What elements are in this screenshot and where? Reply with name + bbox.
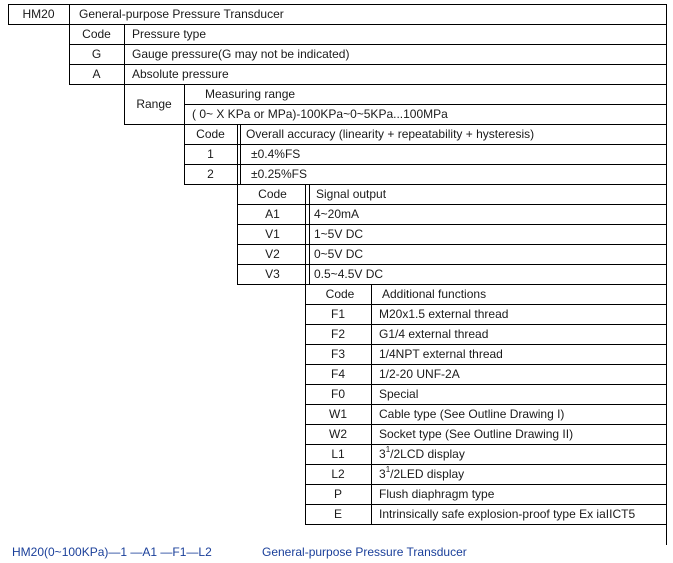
function-label: Flush diaphragm type xyxy=(379,487,495,501)
signal-label: 0~5V DC xyxy=(314,247,364,261)
pressure-type-header: Pressure type xyxy=(132,27,207,41)
function-label: G1/4 external thread xyxy=(379,327,489,341)
accuracy-code: 2 xyxy=(207,167,214,181)
accuracy-code-header: Code xyxy=(196,127,225,141)
row-line xyxy=(305,324,667,325)
model-title: General-purpose Pressure Transducer xyxy=(79,7,284,21)
row-line xyxy=(124,124,667,125)
row-line xyxy=(305,444,667,445)
pressure-label: Gauge pressure(G may not be indicated) xyxy=(132,47,350,61)
pressure-label: Absolute pressure xyxy=(132,67,229,81)
function-code: F1 xyxy=(330,307,345,321)
row-line xyxy=(305,384,667,385)
row-line xyxy=(69,64,667,65)
label-rest: /2LED display xyxy=(390,467,465,481)
col-line xyxy=(240,124,241,185)
label-superscript: 1 xyxy=(385,465,391,474)
signal-code: V1 xyxy=(265,227,280,241)
col-line xyxy=(309,184,310,285)
signal-code-header: Code xyxy=(258,187,287,201)
function-code: W2 xyxy=(329,427,347,441)
row-line xyxy=(305,504,667,505)
function-code: P xyxy=(333,487,342,501)
function-label: Special xyxy=(379,387,419,401)
signal-code: V3 xyxy=(265,267,280,281)
row-line xyxy=(305,304,667,305)
col-line xyxy=(666,4,667,545)
col-line xyxy=(237,124,238,285)
row-line xyxy=(237,244,667,245)
function-label: Socket type (See Outline Drawing II) xyxy=(379,427,574,441)
pressure-code: A xyxy=(92,67,101,81)
label-superscript: 1 xyxy=(385,445,391,454)
function-label: Cable type (See Outline Drawing I) xyxy=(379,407,565,421)
label-prefix: 3 xyxy=(379,447,386,461)
row-line xyxy=(184,144,667,145)
signal-header: Signal output xyxy=(316,187,387,201)
function-code: F2 xyxy=(330,327,345,341)
pressure-code-header: Code xyxy=(82,27,111,41)
accuracy-header: Overall accuracy (linearity + repeatability + hysteresis) xyxy=(246,127,535,141)
function-code: E xyxy=(333,507,342,521)
functions-header: Additional functions xyxy=(382,287,487,301)
function-label xyxy=(379,447,465,461)
row-line xyxy=(305,524,667,525)
row-line xyxy=(8,24,667,25)
function-label xyxy=(379,467,464,481)
row-line xyxy=(305,404,667,405)
accuracy-label: ±0.4%FS xyxy=(251,147,301,161)
row-line xyxy=(237,224,667,225)
col-line xyxy=(371,284,372,525)
row-line xyxy=(305,344,667,345)
row-line xyxy=(305,364,667,365)
row-line xyxy=(184,184,667,185)
row-line xyxy=(237,204,667,205)
row-line xyxy=(305,464,667,465)
row-line xyxy=(237,284,667,285)
accuracy-code: 1 xyxy=(207,147,214,161)
function-code: F3 xyxy=(330,347,345,361)
label-prefix: 3 xyxy=(379,467,386,481)
row-line xyxy=(184,164,667,165)
row-line xyxy=(184,104,667,105)
example-code: HM20(0~100KPa)—1 —A1 —F1—L2 xyxy=(12,545,212,559)
range-value: ( 0~ X KPa or MPa)-100KPa~0~5KPa...100MPa xyxy=(192,107,448,121)
function-label: 1/2-20 UNF-2A xyxy=(379,367,460,381)
function-label: M20x1.5 external thread xyxy=(379,307,509,321)
range-label: Range xyxy=(136,97,172,111)
signal-label: 4~20mA xyxy=(314,207,360,221)
signal-label: 0.5~4.5V DC xyxy=(314,267,384,281)
row-line xyxy=(8,4,667,5)
accuracy-label: ±0.25%FS xyxy=(251,167,307,181)
signal-label: 1~5V DC xyxy=(314,227,364,241)
row-line xyxy=(305,484,667,485)
function-code: F4 xyxy=(330,367,345,381)
range-header: Measuring range xyxy=(205,87,296,101)
signal-code: V2 xyxy=(265,247,280,261)
function-code: W1 xyxy=(329,407,347,421)
function-code: L1 xyxy=(331,447,345,461)
function-label: Intrinsically safe explosion-proof type Ex iaIICT5 xyxy=(379,507,636,521)
label-rest: /2LCD display xyxy=(390,447,465,461)
model-code: HM20 xyxy=(22,7,55,21)
row-line xyxy=(305,424,667,425)
example-description: General-purpose Pressure Transducer xyxy=(262,545,467,559)
functions-code-header: Code xyxy=(325,287,355,301)
function-code: F0 xyxy=(330,387,345,401)
pressure-code: G xyxy=(91,47,102,61)
signal-code: A1 xyxy=(265,207,280,221)
row-line xyxy=(237,264,667,265)
function-label: 1/4NPT external thread xyxy=(379,347,503,361)
function-code: L2 xyxy=(331,467,345,481)
row-line xyxy=(69,44,667,45)
row-line xyxy=(69,84,667,85)
